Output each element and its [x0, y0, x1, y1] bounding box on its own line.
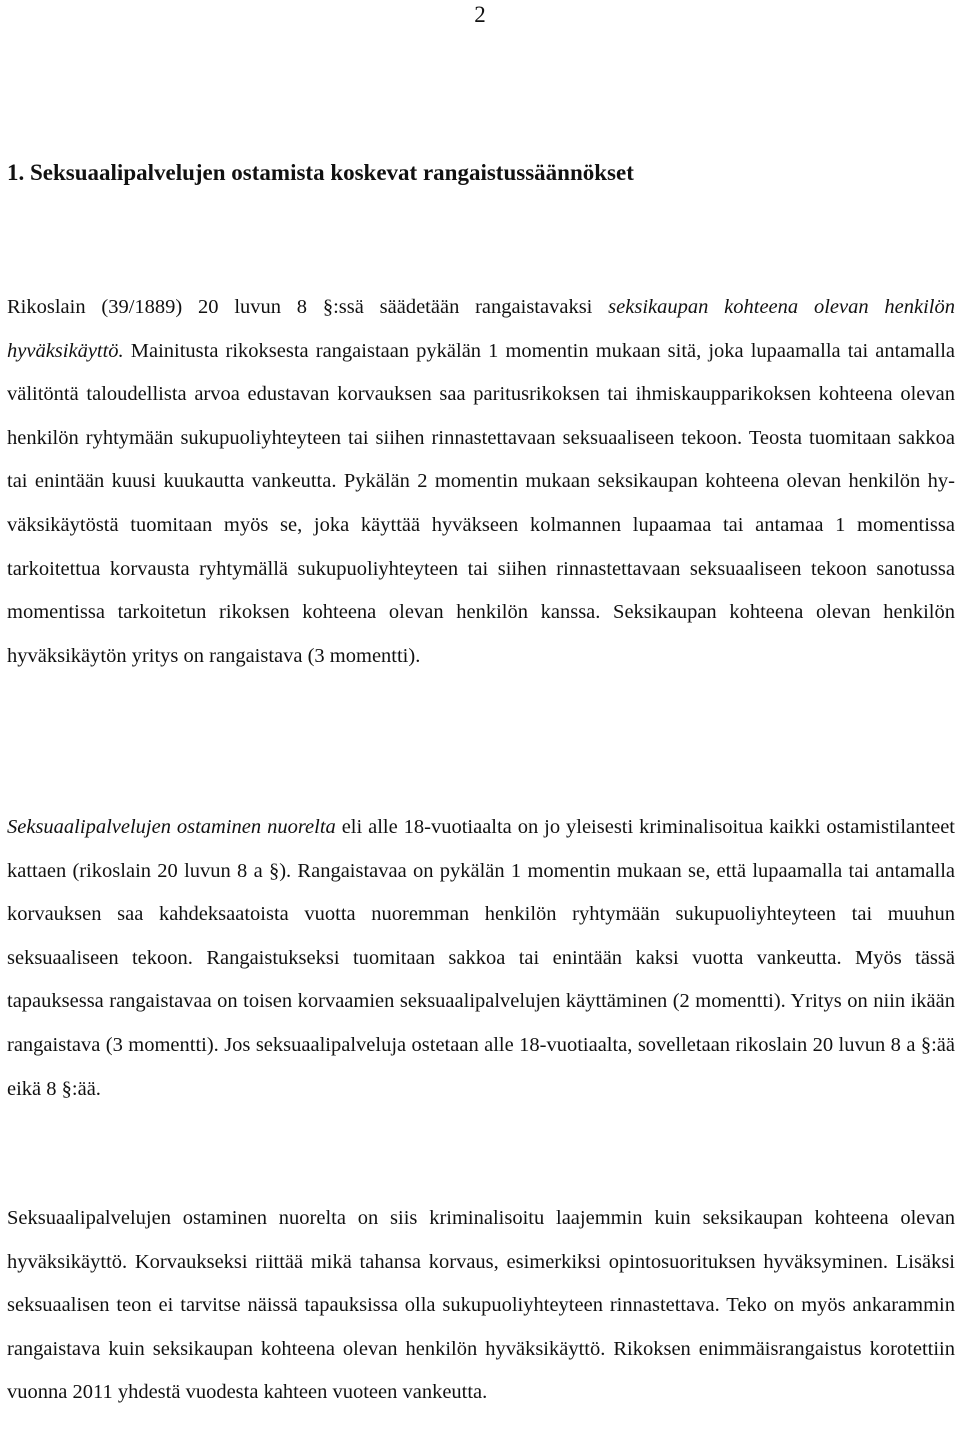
paragraph-1 — [7, 286, 955, 678]
paragraph-3-lead: Seksuaalipalvelujen ostaminen nuorelta on siis kriminalisoitu laajemmin kuin seksikaupan kohteena olevan hyväksikäyttö. Korvaukseksi riittää mikä tahansa korvaus, esimerkiksi opintosuorituksen hyväksyminen. Lisäksi seksuaalisen teon ei tarvitse näissä tapauksissa olla sukupuoliyhteyteen rinnastettava. Teko on myös ankarammin rangaistava kuin seksikaupan kohteena olevan henkilön hyväksikäyttö. Rikoksen enimmäisrangaistus korotettiin vuonna 2011 yhdestä vuodesta kahteen vuoteen vankeutta. — [7, 1207, 955, 1404]
paragraph-2-rest: eli alle 18-vuotiaalta on jo yleisesti kriminalisoitua kaikki ostamistilanteet kattaen (rikoslain 20 luvun 8 a §). Rangaistavaa on pykälän 1 momentin mukaan se, että lupaamalla tai antamalla korvauksen saa kahdeksaatoista vuotta nuoremman henkilön ryhtymään sukupuoliyhteyteen tai muuhun seksuaaliseen tekoon. Rangaistukseksi tuomitaan sakkoa tai enintään kaksi vuotta vankeutta. Myös tässä tapauksessa rangaistavaa on toisen korvaamien seksuaalipalvelujen käyttäminen (2 momentti). Yritys on niin ikään rangaistava (3 momentti). Jos seksuaalipalveluja ostetaan alle 18-vuotiaalta, sovelletaan rikoslain 20 luvun 8 a §:ää eikä 8 §:ää. — [7, 816, 955, 1100]
paragraph-2 — [7, 806, 955, 1111]
paragraph-3 — [7, 1197, 955, 1415]
section-heading: 1. Seksuaalipalvelujen ostamista koskevat rangaistussäännökset — [7, 160, 634, 185]
paragraph-1-rest: Mainitusta rikoksesta rangaistaan pykälän 1 momentin mukaan sitä, joka lupaamalla tai antamalla välitöntä taloudellista arvoa edustavan korvauksen saa paritusrikoksen tai ihmiskaupparikoksen kohteena olevan henkilön ryhtymään sukupuoliyhteyteen tai siihen rinnastettavaan seksuaaliseen tekoon. Teosta tuomitaan sakkoa tai enintään kuusi kuukautta vankeutta. Pykälän 2 momentin mukaan seksikaupan kohteena olevan henkilön hyväksikäytöstä tuomitaan myös se, joka käyttää hyväkseen kolmannen lupaamaa tai antamaa 1 momentissa tarkoitettua korvausta ryhtymällä sukupuoliyhteyteen tai siihen rinnastettavaan seksuaaliseen tekoon sanotussa momentissa tarkoitetun rikoksen kohteena olevan henkilön kanssa. Seksikaupan kohteena olevan henkilön hyväksikäytön yritys on rangaistava (3 momentti). — [7, 339, 955, 667]
paragraph-1-emphasis: seksikaupan kohteena olevan henkilön hyväksikäyttö. — [7, 296, 955, 362]
paragraph-2-emphasis: Seksuaalipalvelujen ostaminen nuorelta — [7, 816, 336, 838]
paragraph-1-lead: Rikoslain (39/1889) 20 luvun 8 §:ssä säädetään rangaistavaksi — [7, 296, 609, 318]
page-number: 2 — [474, 2, 486, 27]
